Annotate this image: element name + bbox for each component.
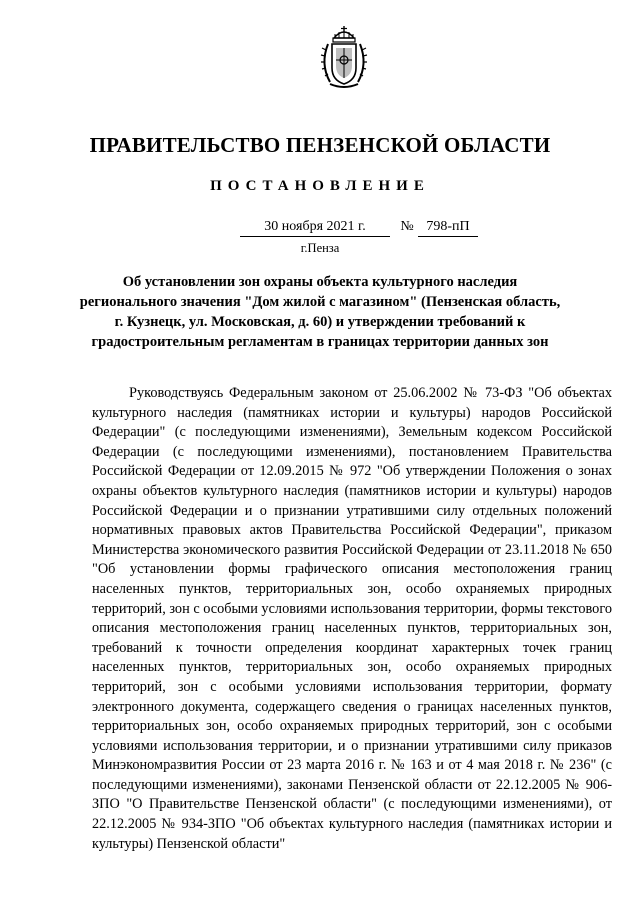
heading-line: градостроительным регламентам в границах территории данных зон: [91, 334, 549, 350]
document-type: ПОСТАНОВЛЕНИЕ: [210, 178, 430, 194]
document-number: 798-пП: [418, 219, 478, 237]
government-title: ПРАВИТЕЛЬСТВО ПЕНЗЕНСКОЙ ОБЛАСТИ: [89, 133, 551, 157]
body-paragraph: Руководствуясь Федеральным законом от 25.06.2002 № 73-ФЗ "Об объектах культурного наследия (памятниках истории и культуры) народов Российской Федерации" (с последующими изменениями), Земельным кодексом Российской Федерации (с последующими изменениями), постановлением Правительства Российской Федерации от 12.09.2015 № 972 "Об утверждении Положения о зонах охраны объектов культурного наследия (памятников истории и культуры) народов Российской Федерации и о признании утратившими силу отдельных положений нормативных правовых актов Правительства Российской Федерации", приказом Министерства экономического развития Российской Федерации от 23.11.2018 № 650 "Об установлении формы графического описания местоположения границ населенных пунктов, территориальных зон, особо охраняемых природных территорий, зон с особыми условиями использования территории, формы текстового описания местоположения границ населенных пунктов, территориальных зон, требований к точности определения координат характерных точек границ населенных пунктов, территориальных зон, особо охраняемых природных территорий, зон с особыми условиями использования территории, формату электронного документа, содержащего сведения о границах населенных пунктов, территориальных зон, особо охраняемых природных территорий, зон с особыми условиями использования территории, и о признании утратившими силу приказов Минэкономразвития России от 23 марта 2016 г. № 163 и от 4 мая 2018 г. № 236" (с последующими изменениями), законами Пензенской области от 22.12.2005 № 906-ЗПО "О Правительстве Пензенской области" (с последующими изменениями), от 22.12.2005 № 934-ЗПО "Об объектах культурного наследия (памятниках истории и культуры) Пензенской области": [92, 385, 612, 852]
heading-line: регионального значения "Дом жилой с магазином" (Пензенская область,: [79, 294, 561, 310]
heading-line: Об установлении зон охраны объекта культурного наследия: [122, 274, 518, 290]
document-city: г.Пенза: [300, 241, 340, 255]
document-date: 30 ноября 2021 г.: [240, 219, 390, 237]
heading-line: г. Кузнецк, ул. Московская, д. 60) и утверждении требований к: [114, 314, 526, 330]
document-heading: [60, 272, 580, 352]
penza-coat-of-arms-icon: [318, 24, 370, 90]
number-sign: №: [400, 219, 414, 234]
